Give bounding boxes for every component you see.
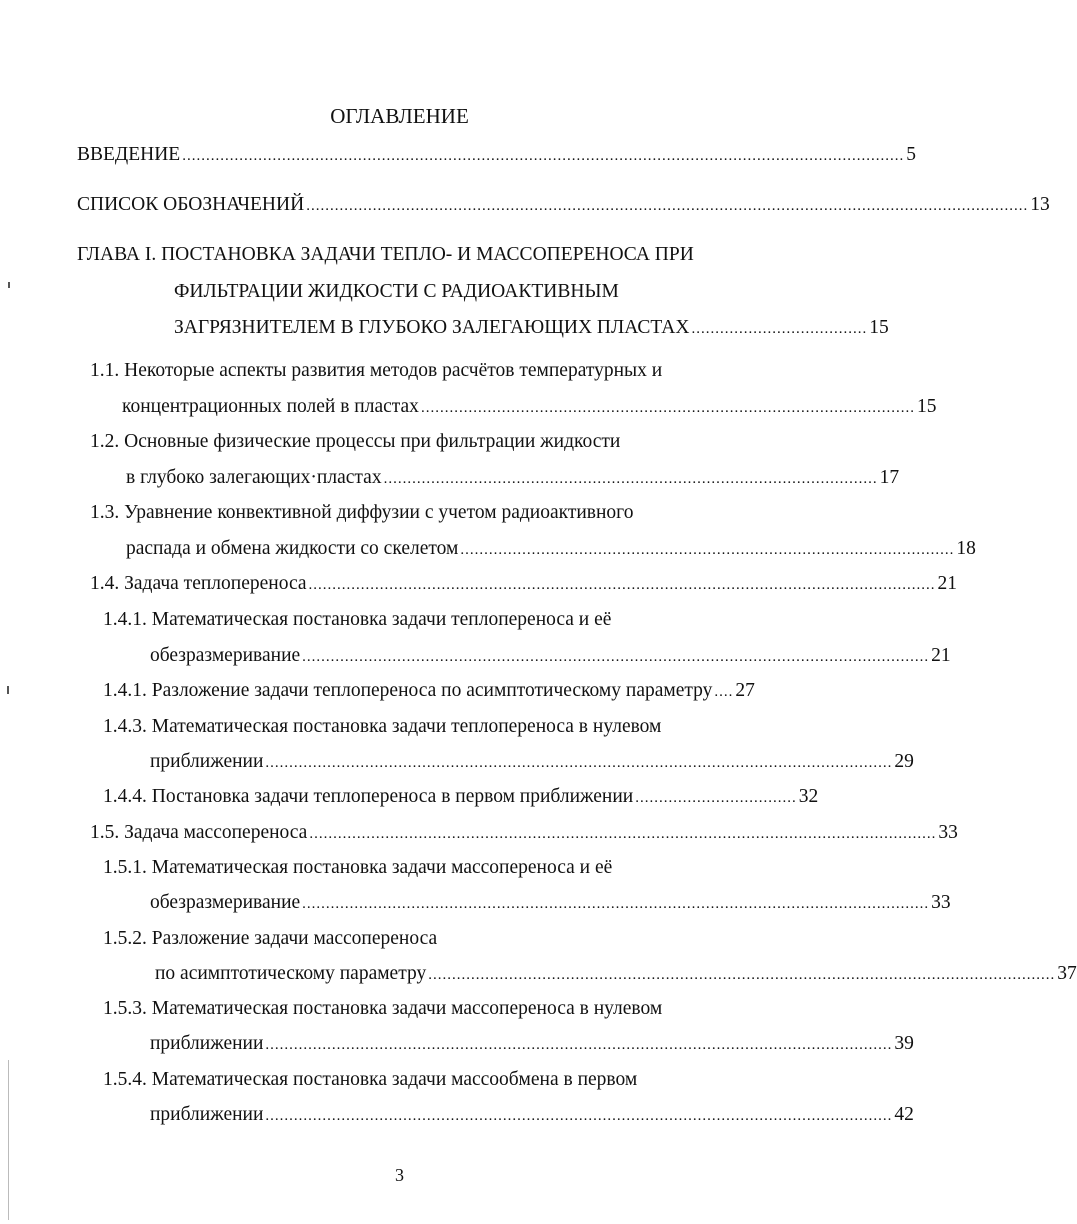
leader-dots: ........................................................................................................................................................	[306, 198, 1029, 214]
toc-entry-page: 5	[906, 144, 916, 165]
leader-dots: ........................................................................................................................................................	[182, 148, 905, 164]
leader-dots: .....................................	[691, 321, 868, 337]
toc-subsection-1-5-3-line1: 1.5.3. Математическая постановка задачи массопереноса в нулевом	[103, 998, 663, 1019]
toc-subsection-1-5-3-line2	[150, 1031, 914, 1058]
toc-entry-text: приближении	[150, 1033, 264, 1054]
toc-subsection-1-4-3-line2	[150, 749, 914, 776]
toc-entry-introduction	[77, 142, 916, 169]
toc-entry-text: обезразмеривание	[150, 645, 301, 666]
leader-dots: ........................................................................................................	[460, 542, 955, 558]
toc-subsection-1-5-1-line1: 1.5.1. Математическая постановка задачи массопереноса и её	[103, 857, 613, 878]
toc-entry-page: 32	[798, 786, 819, 807]
leader-dots: ....................................................................................................................................	[265, 1108, 893, 1124]
toc-subsection-1-5-2-line2	[155, 961, 1077, 988]
toc-entry-text: СПИСОК ОБОЗНАЧЕНИЙ	[77, 194, 305, 215]
leader-dots: ..................................	[635, 790, 797, 806]
toc-entry-text: распада и обмена жидкости со скелетом	[126, 538, 459, 559]
scan-speck	[8, 282, 10, 288]
toc-section-1-3-line2	[126, 536, 976, 563]
toc-section-1-3-line1: 1.3. Уравнение конвективной диффузии с учетом радиоактивного	[90, 502, 634, 523]
toc-entry-page: 18	[956, 538, 976, 559]
toc-entry-page: 29	[894, 751, 914, 772]
toc-subsection-1-4-4	[103, 784, 819, 811]
toc-subsection-1-5-4-line1: 1.5.4. Математическая постановка задачи массообмена в первом	[103, 1069, 638, 1090]
toc-entry-page: 15	[916, 396, 937, 417]
leader-dots: ....................................................................................................................................	[302, 649, 930, 665]
toc-subsection-1-4-1b	[103, 678, 755, 705]
toc-entry-text: в глубоко залегающих·пластах	[126, 467, 382, 488]
scan-edge-line	[8, 1060, 9, 1220]
toc-entry-page: 21	[931, 645, 951, 666]
toc-section-1-4	[90, 571, 957, 598]
leader-dots: ....................................................................................................................................	[309, 826, 937, 842]
toc-subsection-1-5-1-line2	[150, 890, 951, 917]
toc-entry-text: по асимптотическому параметру	[155, 963, 427, 984]
toc-entry-text: ЗАГРЯЗНИТЕЛЕМ В ГЛУБОКО ЗАЛЕГАЮЩИХ ПЛАСТАХ	[174, 317, 690, 338]
toc-entry-text: приближении	[150, 751, 264, 772]
toc-section-1-5	[90, 820, 958, 847]
leader-dots: ........................................................................................................	[383, 471, 878, 487]
toc-entry-text: 1.4. Задача теплопереноса	[90, 573, 307, 594]
toc-entry-page: 33	[931, 892, 951, 913]
toc-section-1-2-line2	[126, 465, 900, 492]
toc-entry-page: 39	[894, 1033, 914, 1054]
toc-entry-text: ВВЕДЕНИЕ	[77, 144, 181, 165]
toc-entry-notation	[77, 192, 1050, 219]
toc-subsection-1-4-1-line2	[150, 643, 951, 670]
toc-section-1-2-line1: 1.2. Основные физические процессы при фильтрации жидкости	[90, 431, 621, 452]
toc-entry-text: приближении	[150, 1104, 264, 1125]
page-number: 3	[395, 1165, 404, 1185]
leader-dots: ....................................................................................................................................	[302, 896, 930, 912]
toc-subsection-1-5-4-line2	[150, 1102, 914, 1129]
toc-entry-text: концентрационных полей в пластах	[122, 396, 419, 417]
toc-entry-page: 37	[1057, 963, 1077, 984]
toc-chapter-line3	[174, 315, 889, 342]
toc-entry-page: 17	[879, 467, 900, 488]
toc-title: ОГЛАВЛЕНИЕ	[330, 104, 469, 128]
toc-chapter-line2: ФИЛЬТРАЦИИ ЖИДКОСТИ С РАДИОАКТИВНЫМ	[174, 281, 619, 302]
toc-entry-page: 13	[1030, 194, 1050, 215]
leader-dots: ....................................................................................................................................	[265, 755, 893, 771]
leader-dots: ........................................................................................................	[420, 400, 915, 416]
toc-chapter-line1: ГЛАВА I. ПОСТАНОВКА ЗАДАЧИ ТЕПЛО- И МАССОПЕРЕНОСА ПРИ	[77, 244, 694, 265]
toc-entry-page: 21	[937, 573, 957, 594]
toc-entry-page: 27	[735, 680, 755, 701]
toc-subsection-1-4-3-line1: 1.4.3. Математическая постановка задачи теплопереноса в нулевом	[103, 716, 662, 737]
leader-dots: ....................................................................................................................................	[265, 1037, 893, 1053]
toc-section-1-1-line2	[122, 394, 937, 421]
toc-subsection-1-5-2-line1: 1.5.2. Разложение задачи массопереноса	[103, 928, 438, 949]
toc-section-1-1-line1: 1.1. Некоторые аспекты развития методов расчётов температурных и	[90, 360, 663, 381]
toc-entry-page: 33	[938, 822, 958, 843]
toc-entry-page: 15	[869, 317, 889, 338]
toc-entry-text: 1.4.4. Постановка задачи теплопереноса в первом приближении	[103, 786, 634, 807]
toc-subsection-1-4-1-line1: 1.4.1. Математическая постановка задачи теплопереноса и её	[103, 609, 612, 630]
toc-entry-text: обезразмеривание	[150, 892, 301, 913]
leader-dots: ....................................................................................................................................	[308, 577, 936, 593]
toc-entry-text: 1.4.1. Разложение задачи теплопереноса по асимптотическому параметру	[103, 680, 713, 701]
toc-entry-text: 1.5. Задача массопереноса	[90, 822, 308, 843]
scan-speck	[7, 686, 9, 694]
leader-dots: ....	[714, 684, 734, 700]
leader-dots: ....................................................................................................................................	[428, 967, 1056, 983]
toc-entry-page: 42	[894, 1104, 914, 1125]
